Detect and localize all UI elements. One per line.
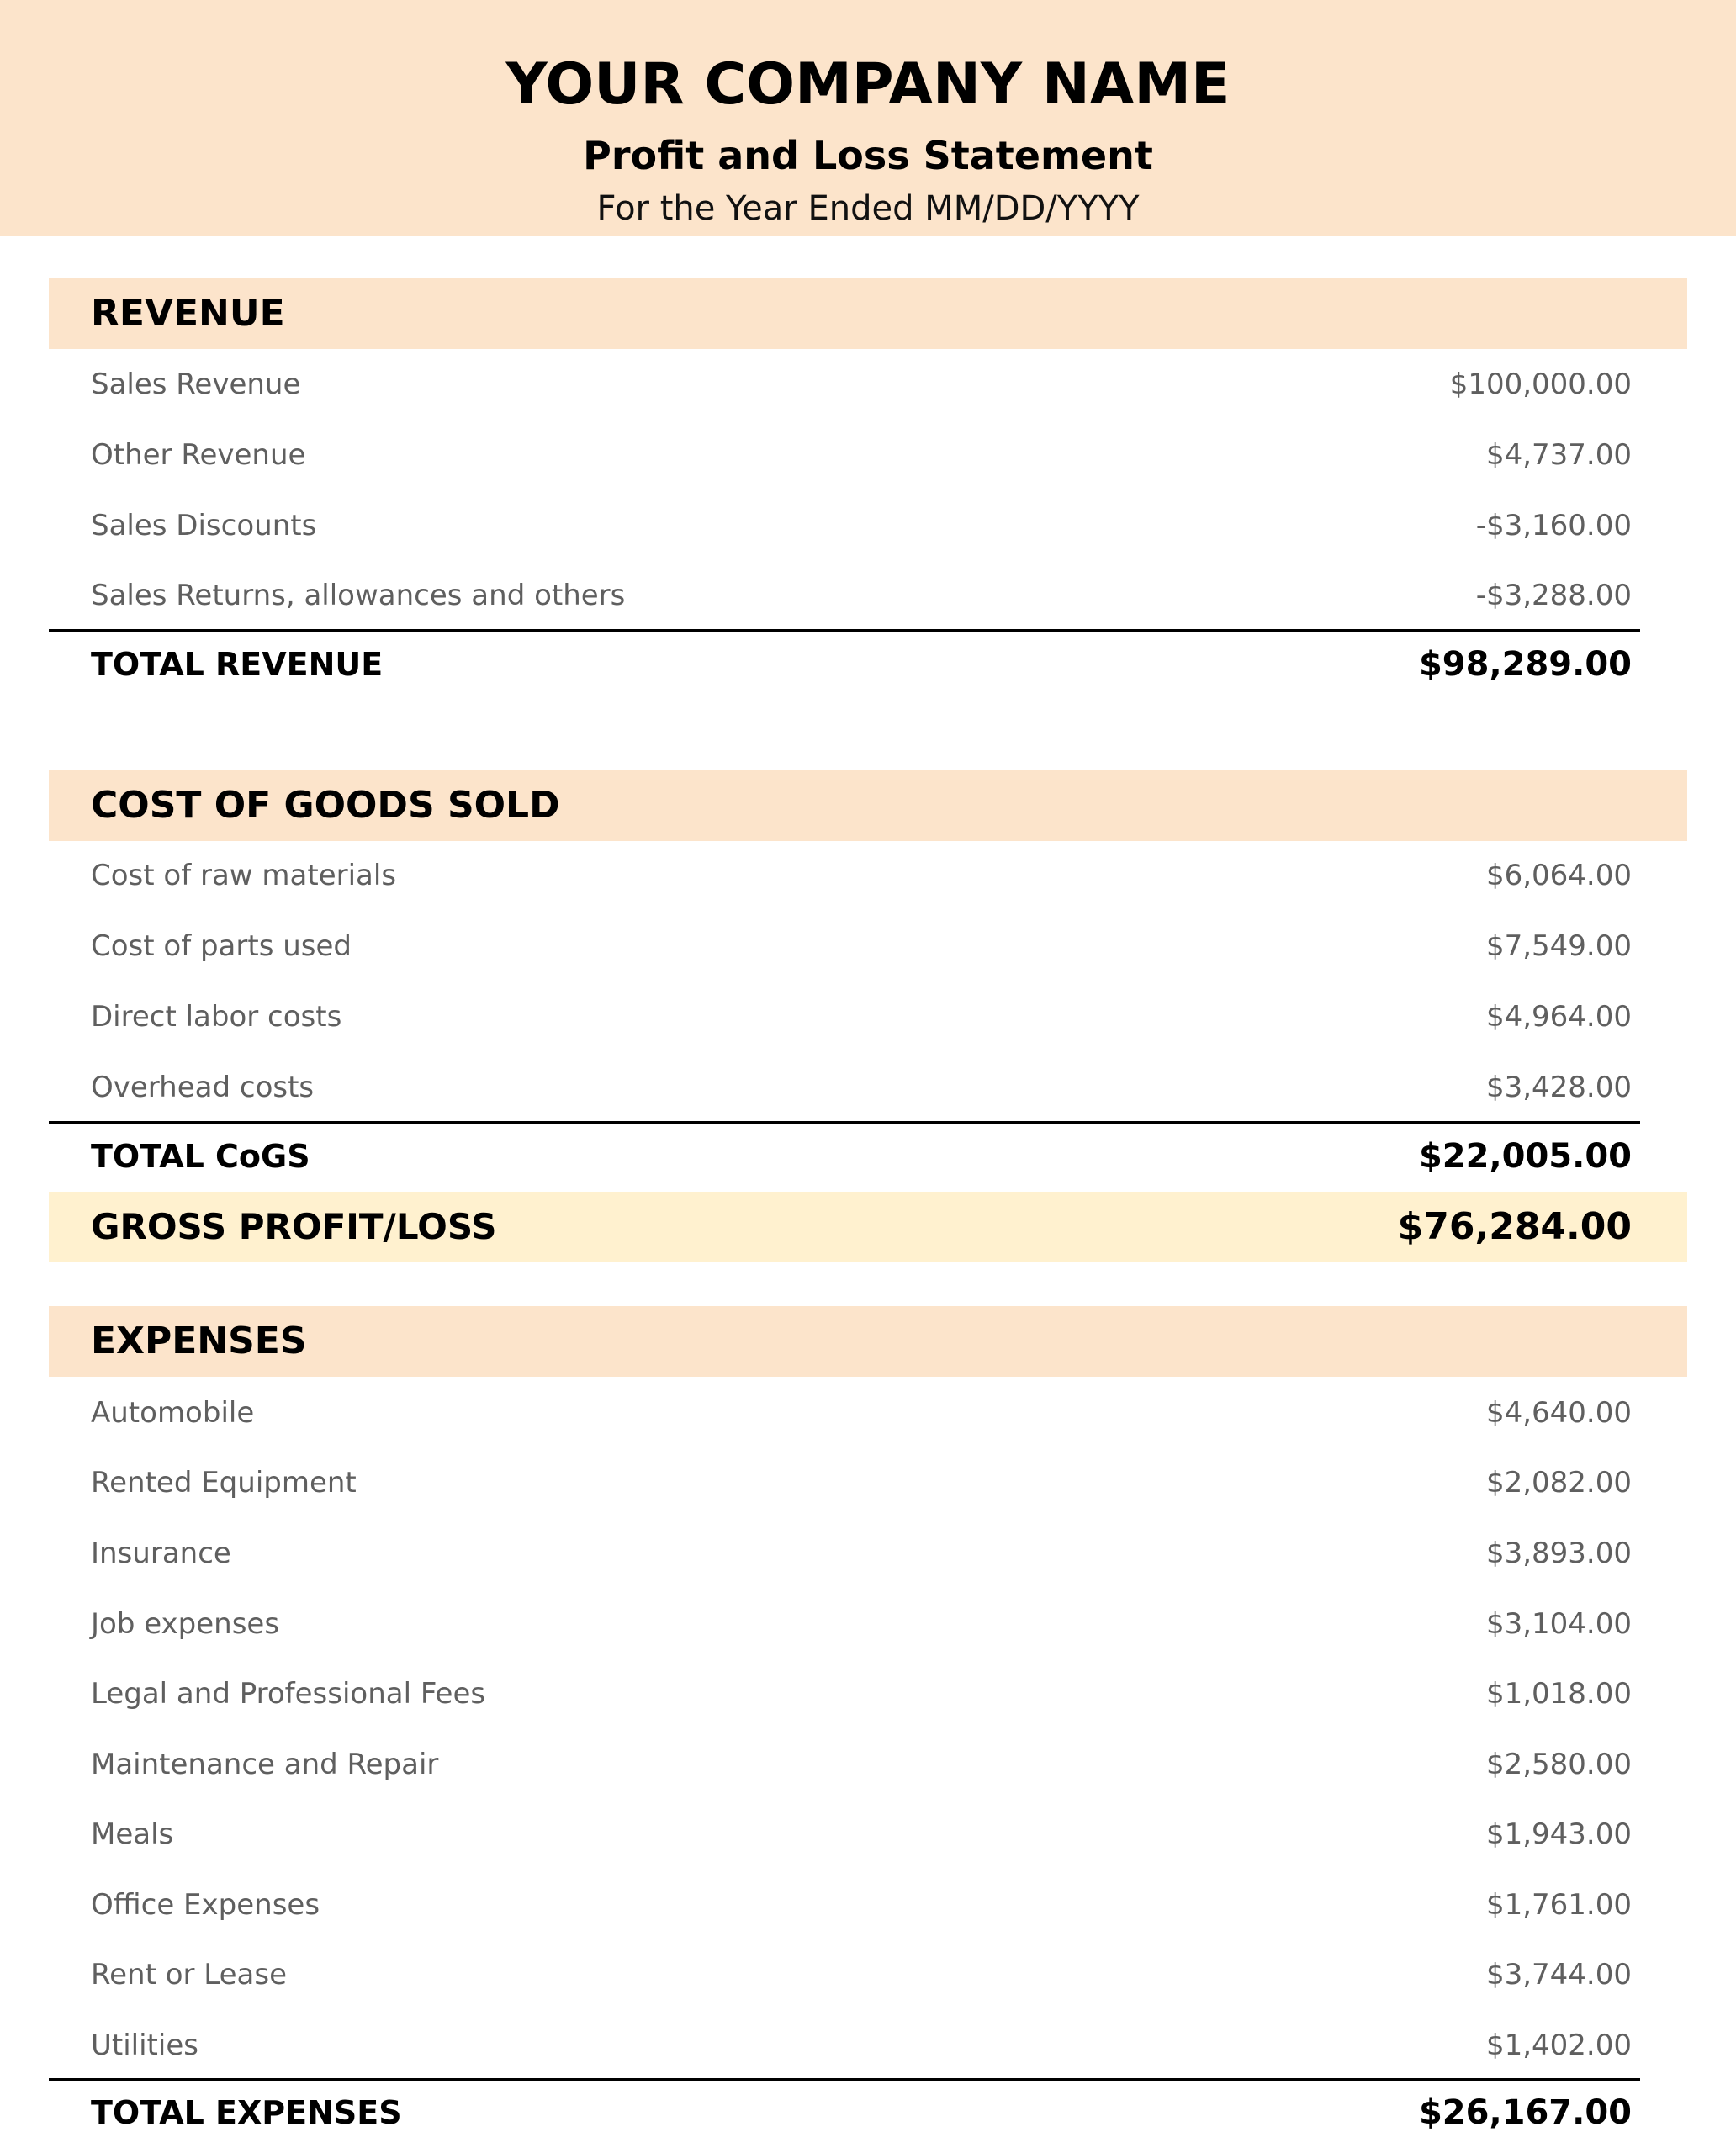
line-item-label: Job expenses <box>91 1607 280 1641</box>
line-item <box>91 1729 1632 1800</box>
page-header <box>0 0 1736 236</box>
line-item-amount: -$3,160.00 <box>1475 509 1632 542</box>
line-item <box>91 2010 1632 2081</box>
line-item <box>91 1052 1632 1123</box>
total-revenue-label: TOTAL REVENUE <box>91 646 384 683</box>
line-item-label: Sales Returns, allowances and others <box>91 579 626 612</box>
total-expenses-label: TOTAL EXPENSES <box>91 2094 402 2131</box>
line-item-amount: $2,082.00 <box>1485 1466 1632 1500</box>
line-item <box>91 490 1632 561</box>
line-item-amount: $1,943.00 <box>1485 1817 1632 1851</box>
line-item <box>91 560 1632 631</box>
total-expenses-amount: $26,167.00 <box>1418 2093 1632 2132</box>
company-name: YOUR COMPANY NAME <box>505 51 1231 118</box>
total-cogs-amount: $22,005.00 <box>1418 1137 1632 1176</box>
line-item <box>91 1518 1632 1589</box>
line-item <box>91 1799 1632 1870</box>
line-item <box>91 1658 1632 1729</box>
line-item-amount: $100,000.00 <box>1449 368 1632 401</box>
line-item-label: Rent or Lease <box>91 1958 288 1992</box>
gross-profit-amount: $76,284.00 <box>1397 1205 1632 1248</box>
revenue-section-header <box>49 278 1687 349</box>
line-item-label: Meals <box>91 1817 174 1851</box>
line-item-amount: $1,402.00 <box>1485 2029 1632 2062</box>
line-item-amount: $6,064.00 <box>1485 859 1632 892</box>
line-item <box>91 1589 1632 1659</box>
line-item-label: Sales Discounts <box>91 509 317 542</box>
line-item-amount: $3,428.00 <box>1485 1071 1632 1104</box>
line-item-label: Other Revenue <box>91 438 306 472</box>
line-item-label: Legal and Professional Fees <box>91 1677 486 1711</box>
line-item-label: Rented Equipment <box>91 1466 357 1500</box>
line-item <box>91 911 1632 981</box>
cogs-section-header <box>49 770 1687 841</box>
line-item <box>91 840 1632 911</box>
total-cogs-row <box>91 1121 1632 1192</box>
line-item-label: Cost of raw materials <box>91 859 397 892</box>
total-revenue-amount: $98,289.00 <box>1418 645 1632 684</box>
line-item <box>91 1870 1632 1940</box>
line-item-amount: $3,893.00 <box>1485 1537 1632 1570</box>
line-item-amount: $3,104.00 <box>1485 1607 1632 1641</box>
expenses-section-title: EXPENSES <box>91 1320 307 1362</box>
line-item-label: Automobile <box>91 1396 255 1430</box>
line-item-amount: $3,744.00 <box>1485 1958 1632 1992</box>
line-item-amount: $4,640.00 <box>1485 1396 1632 1430</box>
line-item-amount: $1,761.00 <box>1485 1888 1632 1922</box>
line-item <box>91 1447 1632 1518</box>
line-item-label: Maintenance and Repair <box>91 1748 439 1781</box>
revenue-section-title: REVENUE <box>91 292 285 335</box>
statement-period: For the Year Ended MM/DD/YYYY <box>596 189 1140 228</box>
cogs-section-title: COST OF GOODS SOLD <box>91 784 560 827</box>
total-expenses-row <box>91 2077 1632 2148</box>
line-item-amount: $4,964.00 <box>1485 1000 1632 1034</box>
statement-title: Profit and Loss Statement <box>583 133 1153 178</box>
gross-profit-row <box>49 1192 1687 1262</box>
line-item <box>91 981 1632 1052</box>
line-item-label: Sales Revenue <box>91 368 301 401</box>
line-item-amount: $2,580.00 <box>1485 1748 1632 1781</box>
line-item-label: Insurance <box>91 1537 231 1570</box>
line-item-amount: $4,737.00 <box>1485 438 1632 472</box>
line-item <box>91 420 1632 490</box>
total-cogs-label: TOTAL CoGS <box>91 1138 310 1175</box>
line-item <box>91 1939 1632 2010</box>
gross-profit-label: GROSS PROFIT/LOSS <box>91 1206 497 1247</box>
line-item <box>91 1378 1632 1448</box>
total-revenue-row <box>91 629 1632 700</box>
line-item-amount: -$3,288.00 <box>1475 579 1632 612</box>
line-item-label: Office Expenses <box>91 1888 320 1922</box>
line-item-amount: $7,549.00 <box>1485 929 1632 963</box>
line-item-label: Direct labor costs <box>91 1000 342 1034</box>
line-item-label: Utilities <box>91 2029 198 2062</box>
line-item-label: Overhead costs <box>91 1071 315 1104</box>
expenses-section-header <box>49 1306 1687 1377</box>
line-item <box>91 349 1632 420</box>
line-item-label: Cost of parts used <box>91 929 352 963</box>
line-item-amount: $1,018.00 <box>1485 1677 1632 1711</box>
